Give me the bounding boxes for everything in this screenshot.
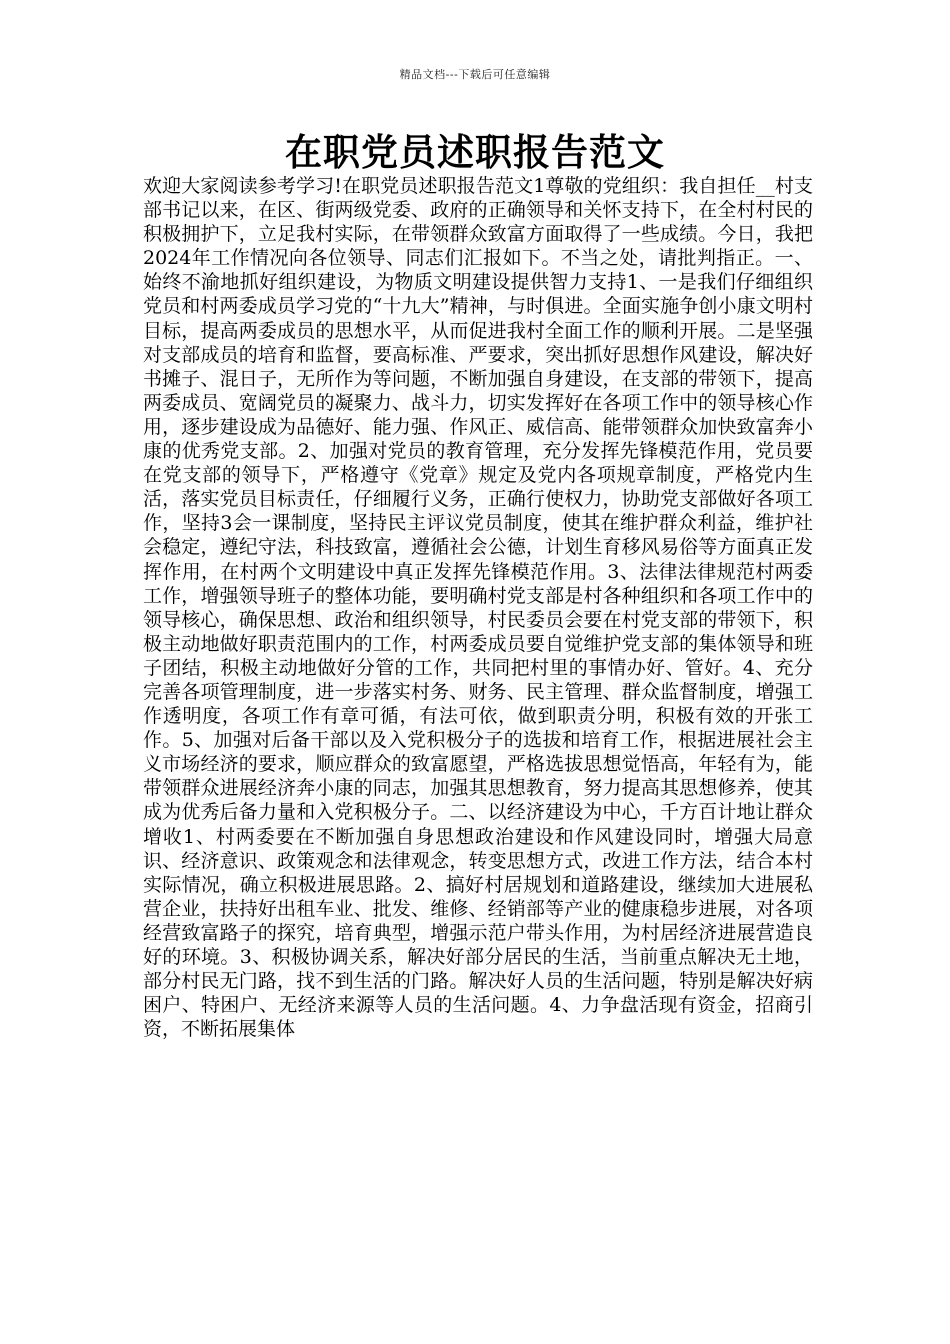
document-body: 欢迎大家阅读参考学习!在职党员述职报告范文1尊敬的党组织：我自担任__村支部书记以来，在区、街两级党委、政府的正确领导和关怀支持下，在全村村民的积极拥护下，立足我村实际，在带领群众致富方面取得了一些成绩。今日，我把2024年工作情况向各位领导、同志们汇报如下。不当之处，请批判指正。一、始终不渝地抓好组织建设，为物质文明建设提供智力支持1、一是我们仔细组织党员和村两委成员学习党的“十九大”精神，与时俱进。全面实施争创小康文明村目标，提高两委成员的思想水平，从而促进我村全面工作的顺利开展。二是坚强对支部成员的培育和监督，要高标准、严要求，突出抓好思想作风建设，解决好书摊子、混日子，无所作为等问题，不断加强自身建设，在支部的带领下，提高两委成员、宽阔党员的凝聚力、战斗力，切实发挥好在各项工作中的领导核心作用，逐步建设成为品德好、能力强、作风正、威信高、能带领群众加快致富奔小康的优秀党支部。2、加强对党员的教育管理，充分发挥先锋模范作用，党员要在党支部的领导下，严格遵守《党章》规定及党内各项规章制度，严格党内生活，落实党员目标责任，仔细履行义务，正确行使权力，协助党支部做好各项工作，坚持3会一课制度，坚持民主评议党员制度，使其在维护群众利益，维护社会稳定，遵纪守法，科技致富，遵循社会公德，计划生育移风易俗等方面真正发挥作用，在村两个文明建设中真正发挥先锋模范作用。3、法律法律规范村两委工作，增强领导班子的整体功能，要明确村党支部是村各种组织和各项工作中的领导核心，确保思想、政治和组织领导，村民委员会要在村党支部的带领下，积极主动地做好职责范围内的工作，村两委成员要自觉维护党支部的集体领导和班子团结，积极主动地做好分管的工作，共同把村里的事情办好、管好。4、充分完善各项管理制度，进一步落实村务、财务、民主管理、群众监督制度，增强工作透明度，各项工作有章可循，有法可依，做到职责分明，积极有效的开张工作。5、加强对后备干部以及入党积极分子的选拔和培育工作，根据进展社会主义市场经济的要求，顺应群众的致富愿望，严格选拔思想觉悟高，年轻有为，能带领群众进展经济奔小康的同志，加强其思想教育，努力提高其思想修养，使其成为优秀后备力量和入党积极分子。二、以经济建设为中心，千方百计地让群众增收1、村两委要在不断加强自身思想政治建设和作风建设同时，增强大局意识、经济意识、政策观念和法律观念，转变思想方式，改进工作方法，结合本村实际情况，确立积极进展思路。2、搞好村居规划和道路建设，继续加大进展私营企业，扶持好出租车业、批发、维修、经销部等产业的健康稳步进展，对各项经营致富路子的探究，培育典型，增强示范户带头作用，为村居经济进展营造良好的环境。3、积极协调关系，解决好部分居民的生活，当前重点解决无土地，部分村民无门路，找不到生活的门路。解决好人员的生活问题，特别是解决好病困户、特困户、无经济来源等人员的生活问题。4、力争盘活现有资金，招商引资，不断拓展集体 xyxy=(143,175,813,1041)
document-title: 在职党员述职报告范文 xyxy=(285,130,665,174)
page-header: 精品文档---下载后可任意编辑 xyxy=(399,68,551,81)
